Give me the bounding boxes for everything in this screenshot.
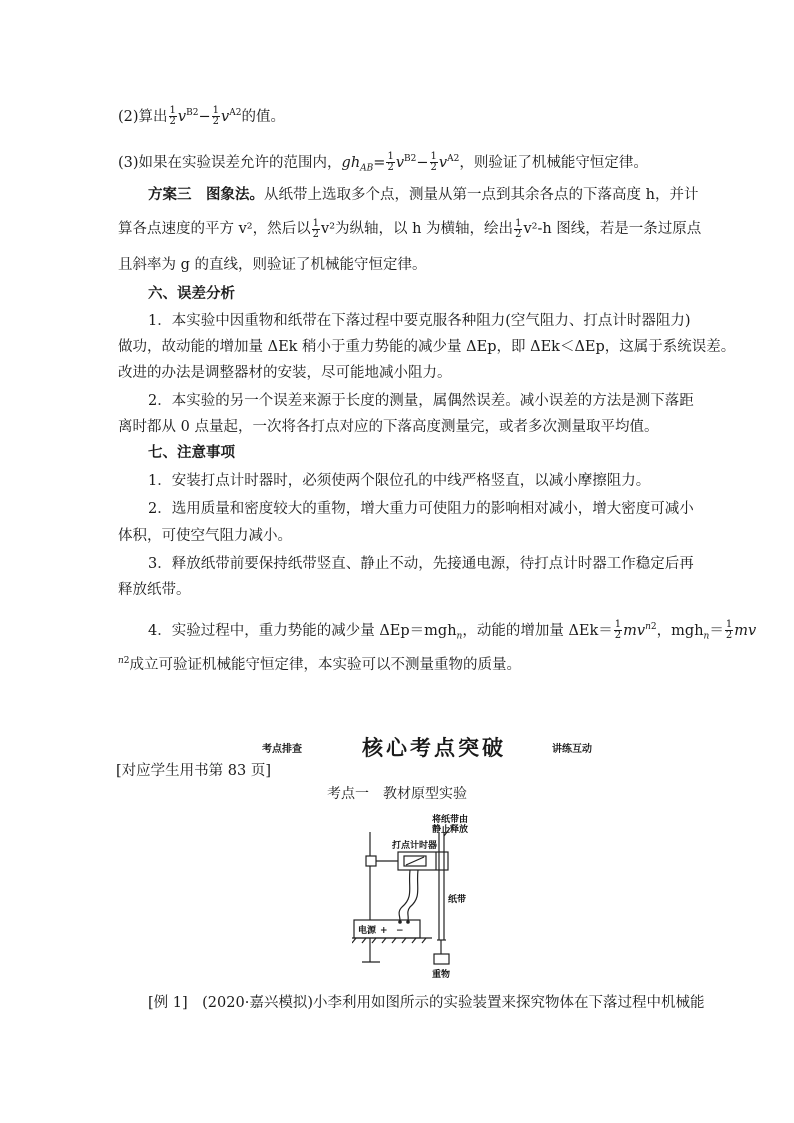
weight-block [434,954,449,964]
section-title: 考点一 教材原型实验 [327,786,467,802]
method-3-line-3: 且斜率为 g 的直线，则验证了机械能守恒定律。 [118,257,427,273]
error-2-line-2: 离时都从 0 点量起，一次将各打点对应的下落高度测量完，或者多次测量取平均值。 [118,419,659,435]
method-3-line-2: 算各点速度的平方 v²，然后以 $\frac{1}{2}$ v²为纵轴，以 h 为横轴，绘出 $\frac{1}{2}$ v²-h 图线，若是一条过原点 [118,217,702,240]
label-plus: + [380,926,388,936]
note-4-line-1: 4．实验过程中，重力势能的减少量 ΔEp＝mgh$_n$，动能的增加量 ΔEk＝ $\frac{1}{2}$ $mv^{n2}$，mgh$_n$＝ $\frac{1}{2}$ mv [148,619,757,642]
banner-left-tag: 考点排查 [262,744,302,755]
calc-step-3: (3)如果在实验误差允许的范围内，$gh_{AB}=$ $\frac{1}{2}$ $v^{B2}-$ $\frac{1}{2}$ $v^{A2}$，则验证了机械能守恒定律。 [118,151,648,174]
heading-error-analysis: 六、误差分析 [148,285,235,302]
banner-title: 核心考点突破 [362,735,506,760]
note-3-line-2: 释放纸带。 [118,582,191,598]
label-weight: 重物 [432,970,451,980]
fraction-half: $\frac{1}{2}$ [387,151,394,174]
fraction-half: $\frac{1}{2}$ [430,151,437,174]
timer-body [398,852,448,870]
banner-right-tag: 讲练互动 [552,744,592,755]
terminal-plus [398,920,402,924]
fraction-half: $\frac{1}{2}$ [725,619,733,642]
label-minus: − [396,926,404,936]
fraction-half: $\frac{1}{2}$ [169,105,176,128]
example-1-line: [例 1] (2020·嘉兴模拟)小李利用如图所示的实验装置来探究物体在下落过程中机械能 [148,995,705,1011]
calc-step-2: (2)算出 $\frac{1}{2}$ $v^{B2}-$ $\frac{1}{2}$ $v^{A2}$的值。 [118,105,285,128]
fraction-half: $\frac{1}{2}$ [212,105,220,128]
error-1-line-2: 做功，故动能的增加量 ΔEk 稍小于重力势能的减少量 ΔEp，即 ΔEk＜ΔEp，这属于系统误差。 [118,339,736,355]
velocity-symbol: v [177,108,187,125]
book-reference: [对应学生用书第 83 页] [116,763,271,779]
fraction-half: $\frac{1}{2}$ [312,217,319,240]
label-release-1: 将纸带由 [432,815,469,825]
label-tape: 纸带 [448,895,467,905]
error-2-line-1: 2．本实验的另一个误差来源于长度的测量，属偶然误差。减小误差的方法是测下落距 [148,393,694,409]
method-3-heading: 方案三 图象法。 [148,186,264,203]
label-release-2: 静止释放 [432,825,469,835]
method-3-line-1: 方案三 图象法。从纸带上选取多个点，测量从第一点到其余各点的下落高度 h，并计 [148,186,699,203]
fraction-half: $\frac{1}{2}$ [515,217,522,240]
section-banner [0,732,794,762]
error-1-line-3: 改进的办法是调整器材的安装，尽可能地减小阻力。 [118,365,452,381]
note-1: 1．安装打点计时器时，必须使两个限位孔的中线严格竖直，以减小摩擦阻力。 [148,473,651,489]
terminal-minus [406,920,410,924]
note-4-line-2: $^{n2}$成立可验证机械能守恒定律，本实验可以不测量重物的质量。 [118,656,522,673]
apparatus-diagram [352,812,472,982]
clamp [366,856,376,866]
calc-step-2-prefix: (2)算出 [118,108,168,125]
fraction-half: $\frac{1}{2}$ [614,619,622,642]
note-2-line-2: 体积，可使空气阻力减小。 [118,528,292,544]
error-1-line-1: 1．本实验中因重物和纸带在下落过程中要克服各种阻力(空气阻力、打点计时器阻力) [148,313,691,329]
heading-precautions: 七、注意事项 [148,444,235,461]
label-power: 电源 [358,926,377,936]
label-timer: 打点计时器 [392,841,438,851]
note-2-line-1: 2．选用质量和密度较大的重物，增大重力可使阻力的影响相对减小，增大密度可减小 [148,501,694,517]
note-3-line-1: 3．释放纸带前要保持纸带竖直、静止不动，先接通电源，待打点计时器工作稳定后再 [148,556,694,572]
